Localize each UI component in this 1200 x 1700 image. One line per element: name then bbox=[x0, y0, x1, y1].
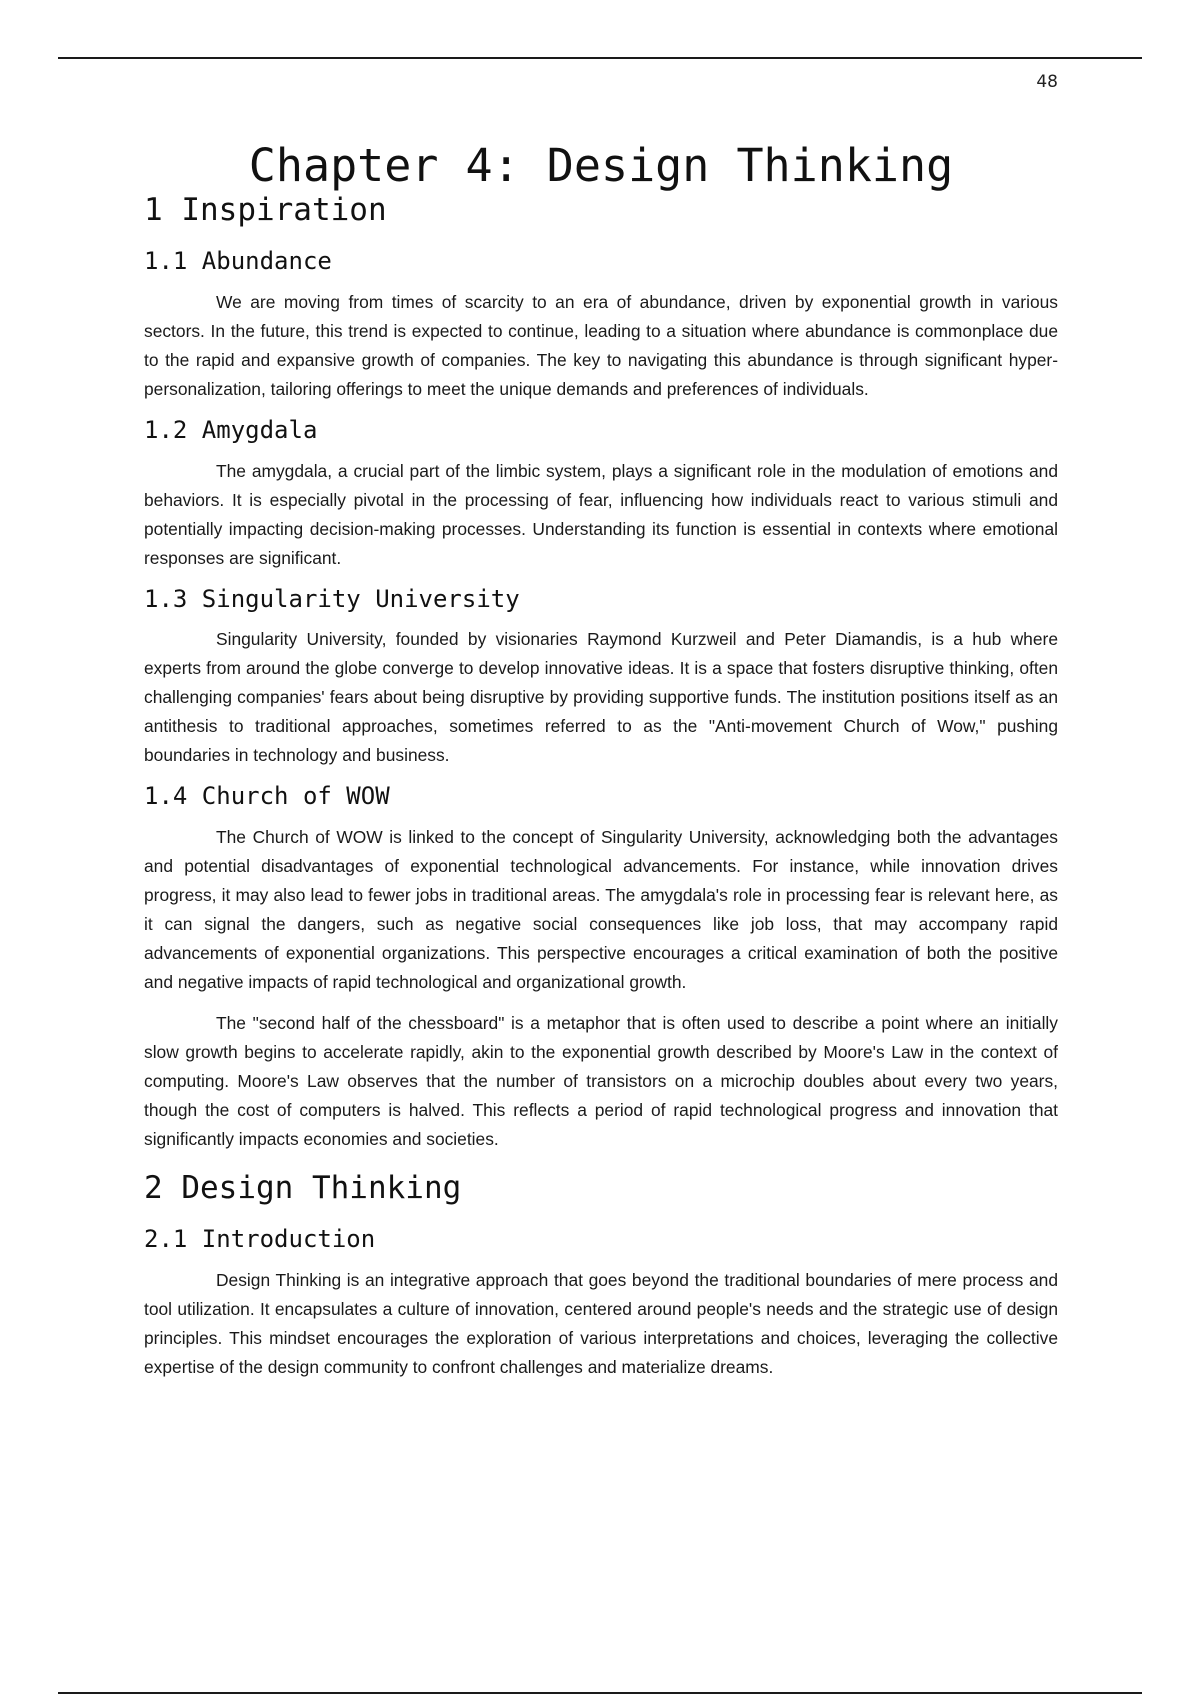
subsection-heading: 1.3 Singularity University bbox=[144, 584, 520, 613]
header-rule bbox=[58, 57, 1142, 59]
paragraph: Singularity University, founded by visionaries Raymond Kurzweil and Peter Diamandis, is a hub where experts from around the globe converge to develop innovative ideas. It is a space that fosters disruptive thinking, often challenging companies' fears about being disruptive by providing supportive funds. The institution positions itself as an antithesis to traditional approaches, sometimes referred to as the "Anti-movement Church of Wow," pushing boundaries in technology and business. bbox=[144, 629, 1058, 766]
paragraph: The "second half of the chessboard" is a metaphor that is often used to describe a point where an initially slow growth begins to accelerate rapidly, akin to the exponential growth described by Moore's Law in the context of computing. Moore's Law observes that the number of transistors on a microchip doubles about every two years, though the cost of computers is halved. This reflects a period of rapid technological progress and innovation that significantly impacts economies and societies. bbox=[144, 1013, 1058, 1150]
chapter-title: Chapter 4: Design Thinking bbox=[248, 139, 954, 192]
subsection-heading: 2.1 Introduction bbox=[144, 1225, 376, 1254]
section-heading: 2 Design Thinking bbox=[144, 1170, 462, 1207]
paragraph: The Church of WOW is linked to the concept of Singularity University, acknowledging both the advantages and potential disadvantages of exponential technological advancements. For instance, while innovation drives progress, it may also lead to fewer jobs in traditional areas. The amygdala's role in processing fear is relevant here, as it can signal the dangers, such as negative social consequences like job loss, that may accompany rapid advancements of exponential organizations. This perspective encourages a critical examination of both the positive and negative impacts of rapid technological and organizational growth. bbox=[144, 827, 1058, 993]
page-number: 48 bbox=[1036, 72, 1058, 92]
paragraph: Design Thinking is an integrative approach that goes beyond the traditional boundaries of mere process and tool utilization. It encapsulates a culture of innovation, centered around people's needs and the strategic use of design principles. This mindset encourages the exploration of various interpretations and choices, leveraging the collective expertise of the design community to confront challenges and materialize dreams. bbox=[144, 1270, 1058, 1378]
section-heading: 1 Inspiration bbox=[144, 191, 387, 228]
page-content bbox=[144, 140, 1058, 1382]
footer-rule bbox=[58, 1692, 1142, 1694]
paragraph: We are moving from times of scarcity to an era of abundance, driven by exponential growth in various sectors. In the future, this trend is expected to continue, leading to a situation where abundance is commonplace due to the rapid and expansive growth of companies. The key to navigating this abundance is through significant hyper-personalization, tailoring offerings to meet the unique demands and preferences of individuals. bbox=[144, 291, 1058, 399]
subsection-heading: 1.4 Church of WOW bbox=[144, 782, 390, 811]
subsection-heading: 1.2 Amygdala bbox=[144, 415, 318, 444]
paragraph: The amygdala, a crucial part of the limbic system, plays a significant role in the modulation of emotions and behaviors. It is especially pivotal in the processing of fear, influencing how individuals react to various stimuli and potentially impacting decision-making processes. Understanding its function is essential in contexts where emotional responses are significant. bbox=[144, 460, 1058, 568]
subsection-heading: 1.1 Abundance bbox=[144, 246, 332, 275]
